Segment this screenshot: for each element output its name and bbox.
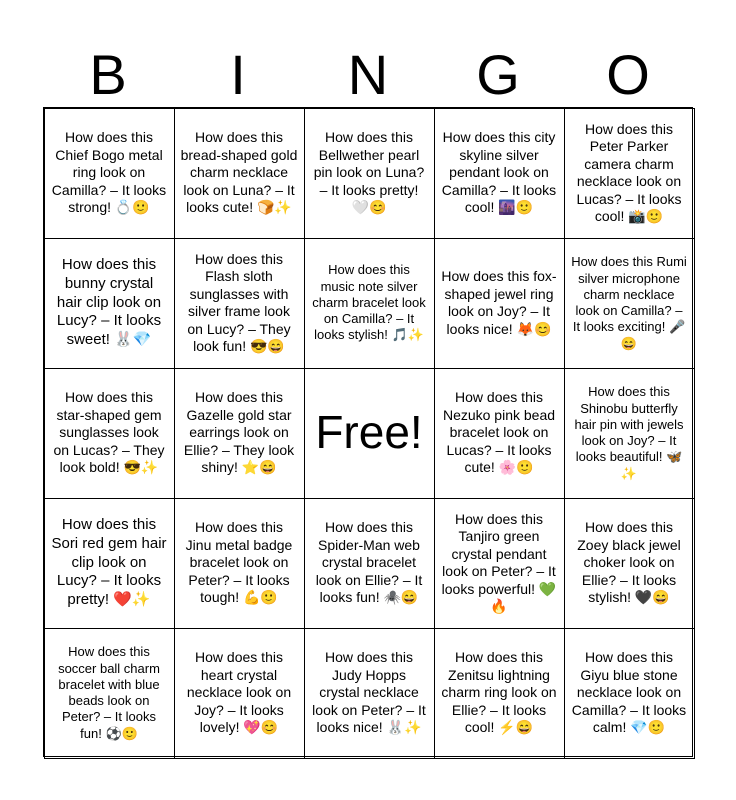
bingo-cell: [174, 368, 305, 499]
cell-text: How does this Spider-Man web crystal bracelet look on Ellie? – It looks fun! 🕷️😄: [315, 519, 423, 606]
cell-text: How does this city skyline silver pendant look on Camilla? – It looks cool! 🌆🙂: [441, 129, 557, 216]
bingo-cell: [44, 238, 175, 369]
bingo-cell: [434, 498, 565, 629]
bingo-cell: [564, 368, 695, 499]
cell-text: How does this Flash sloth sunglasses with silver frame look on Lucy? – They look fun! 😎😄: [187, 250, 291, 354]
cell-text: How does this music note silver charm bracelet look on Camilla? – It looks stylish! 🎵✨: [312, 262, 426, 343]
bingo-cell: [434, 368, 565, 499]
cell-text: How does this Rumi silver microphone charm necklace look on Camilla? – It looks exciting! 🎤😄: [571, 254, 687, 351]
cell-text: How does this bunny crystal hair clip look on Lucy? – It looks sweet! 🐰💎: [56, 256, 162, 349]
bingo-card-grid: [43, 107, 693, 757]
bingo-cell: [44, 628, 175, 759]
cell-text: How does this soccer ball charm bracelet with blue beads look on Peter? – It looks fun! ⚽🙂: [58, 644, 160, 741]
bingo-cell: [304, 628, 435, 759]
bingo-cell: [564, 238, 695, 369]
bingo-cell: [434, 108, 565, 239]
header-letter-o: O: [606, 43, 650, 106]
bingo-cell: [174, 628, 305, 759]
cell-text: How does this heart crystal necklace look on Joy? – It looks lovely! 💖😊: [186, 649, 292, 736]
header-letter-i: I: [230, 43, 246, 106]
bingo-cell: [564, 628, 695, 759]
cell-text: How does this Shinobu butterfly hair pin with jewels look on Joy? – It looks beautiful! 🦋✨: [574, 384, 684, 481]
cell-text: How does this Peter Parker camera charm necklace look on Lucas? – It looks cool! 📸🙂: [576, 120, 682, 224]
cell-text: How does this Jinu metal badge bracelet look on Peter? – It looks tough! 💪🙂: [185, 519, 293, 606]
cell-text: How does this Chief Bogo metal ring look on Camilla? – It looks strong! 💍🙂: [51, 129, 167, 216]
cell-text: How does this Judy Hopps crystal necklace look on Peter? – It looks nice! 🐰✨: [312, 649, 426, 736]
free-text: Free!: [315, 406, 423, 459]
bingo-cell: [174, 108, 305, 239]
bingo-cell: [564, 498, 695, 629]
cell-text: How does this Bellwether pearl pin look on Luna? – It looks pretty! 🤍😊: [313, 129, 425, 216]
cell-text: How does this Giyu blue stone necklace look on Camilla? – It looks calm! 💎🙂: [571, 649, 687, 736]
bingo-cell: [44, 368, 175, 499]
bingo-cell: [564, 108, 695, 239]
header-letter-b: B: [89, 43, 127, 106]
header-letter-n: N: [347, 43, 389, 106]
cell-text: How does this Tanjiro green crystal pendant look on Peter? – It looks powerful! 💚🔥: [441, 510, 557, 614]
bingo-cell: [434, 628, 565, 759]
bingo-cell: [434, 238, 565, 369]
bingo-cell: [304, 238, 435, 369]
free-cell: [304, 368, 435, 499]
bingo-cell: [44, 108, 175, 239]
cell-text: How does this bread-shaped gold charm necklace look on Luna? – It looks cute! 🍞✨: [180, 129, 298, 216]
cell-text: How does this fox-shaped jewel ring look on Joy? – It looks nice! 🦊😊: [441, 268, 557, 337]
cell-text: How does this Nezuko pink bead bracelet look on Lucas? – It looks cute! 🌸🙂: [442, 389, 556, 476]
cell-text: How does this Zenitsu lightning charm ring look on Ellie? – It looks cool! ⚡😄: [441, 649, 557, 736]
bingo-header: [43, 40, 693, 110]
cell-text: How does this Zoey black jewel choker look on Ellie? – It looks stylish! 🖤😄: [577, 519, 681, 606]
bingo-cell: [44, 498, 175, 629]
cell-text: How does this Gazelle gold star earrings look on Ellie? – They look shiny! ⭐😄: [183, 389, 295, 476]
bingo-cell: [304, 498, 435, 629]
bingo-cell: [174, 238, 305, 369]
cell-text: How does this star-shaped gem sunglasses look on Lucas? – They look bold! 😎✨: [53, 389, 165, 476]
cell-text: How does this Sori red gem hair clip look on Lucy? – It looks pretty! ❤️✨: [51, 516, 167, 609]
bingo-cell: [304, 108, 435, 239]
bingo-cell: [174, 498, 305, 629]
header-letter-g: G: [476, 43, 520, 106]
